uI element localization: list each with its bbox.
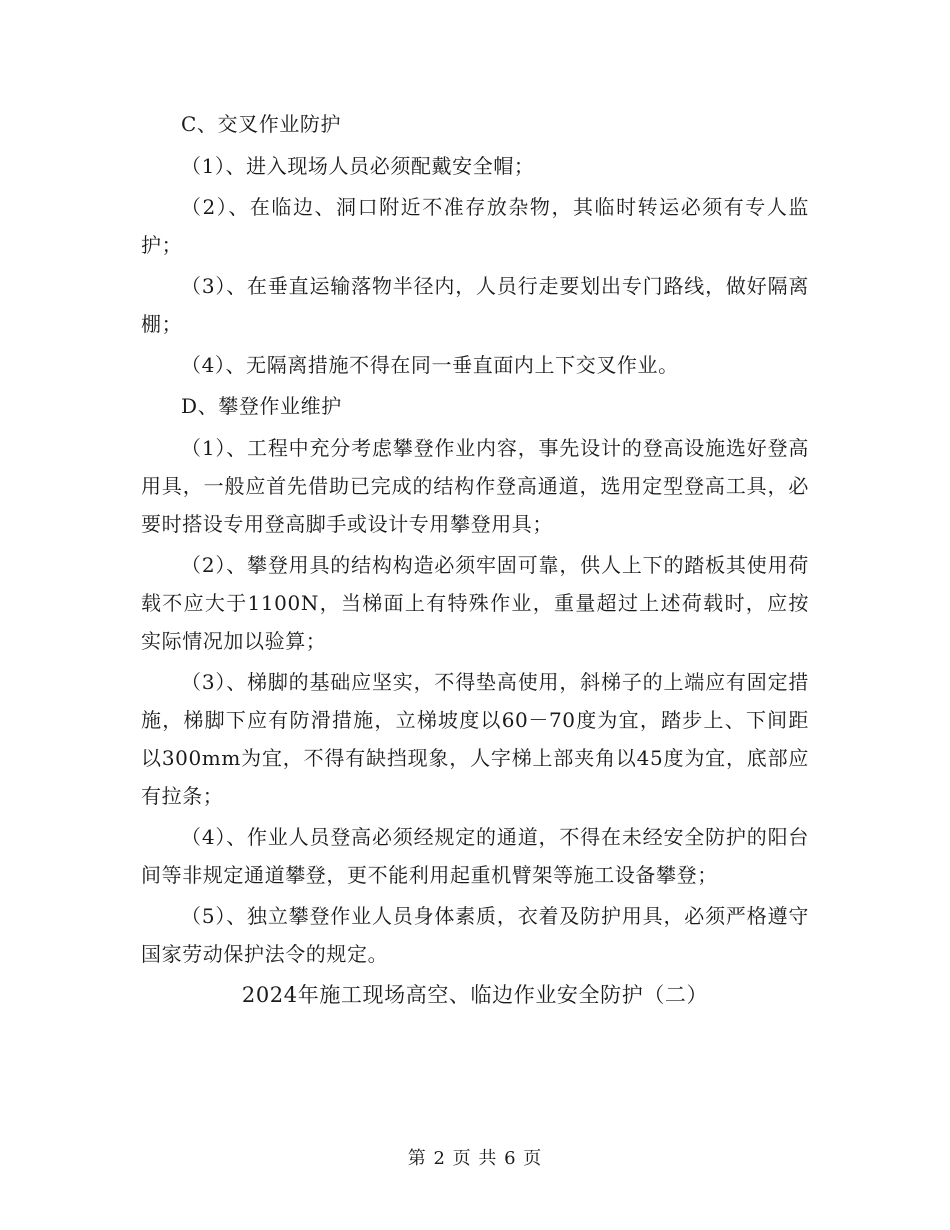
list-item: （1）、进入现场人员必须配戴安全帽； bbox=[181, 154, 535, 178]
list-item: （4）、作业人员登高必须经规定的通道，不得在未经安全防护的阳台间等非规定通道攀登，更不能利用起重机臂架等施工设备攀登； bbox=[141, 825, 809, 887]
section-heading-c: C、交叉作业防护 bbox=[181, 112, 342, 136]
list-item: （3）、梯脚的基础应坚实，不得垫高使用，斜梯子的上端应有固定措施，梯脚下应有防滑措施，立梯坡度以60－70度为宜，踏步上、下间距以300mm为宜，不得有缺挡现象，人字梯上部夹角以45度为宜，底部应有拉条； bbox=[141, 670, 809, 808]
list-item: （5）、独立攀登作业人员身体素质，衣着及防护用具，必须严格遵守国家劳动保护法令的规定。 bbox=[141, 904, 809, 966]
list-item: （2）、在临边、洞口附近不准存放杂物，其临时转运必须有专人监护； bbox=[141, 195, 809, 257]
next-section-title: 2024年施工现场高空、临边作业安全防护（二） bbox=[241, 983, 709, 1007]
page-footer: 第 2 页 共 6 页 bbox=[407, 1148, 543, 1169]
document-body bbox=[141, 105, 809, 1014]
list-item: （1）、工程中充分考虑攀登作业内容，事先设计的登高设施选好登高用具，一般应首先借助已完成的结构作登高通道，选用定型登高工具，必要时搭设专用登高脚手或设计专用攀登用具； bbox=[141, 436, 809, 536]
section-heading-d: D、攀登作业维护 bbox=[181, 394, 342, 418]
list-item: （3）、在垂直运输落物半径内，人员行走要划出专门路线，做好隔离棚； bbox=[141, 274, 809, 336]
list-item: （2）、攀登用具的结构构造必须牢固可靠，供人上下的踏板其使用荷载不应大于1100N，当梯面上有特殊作业，重量超过上述荷载时，应按实际情况加以验算； bbox=[141, 553, 809, 653]
list-item: （4）、无隔离措施不得在同一垂直面内上下交叉作业。 bbox=[181, 353, 679, 377]
